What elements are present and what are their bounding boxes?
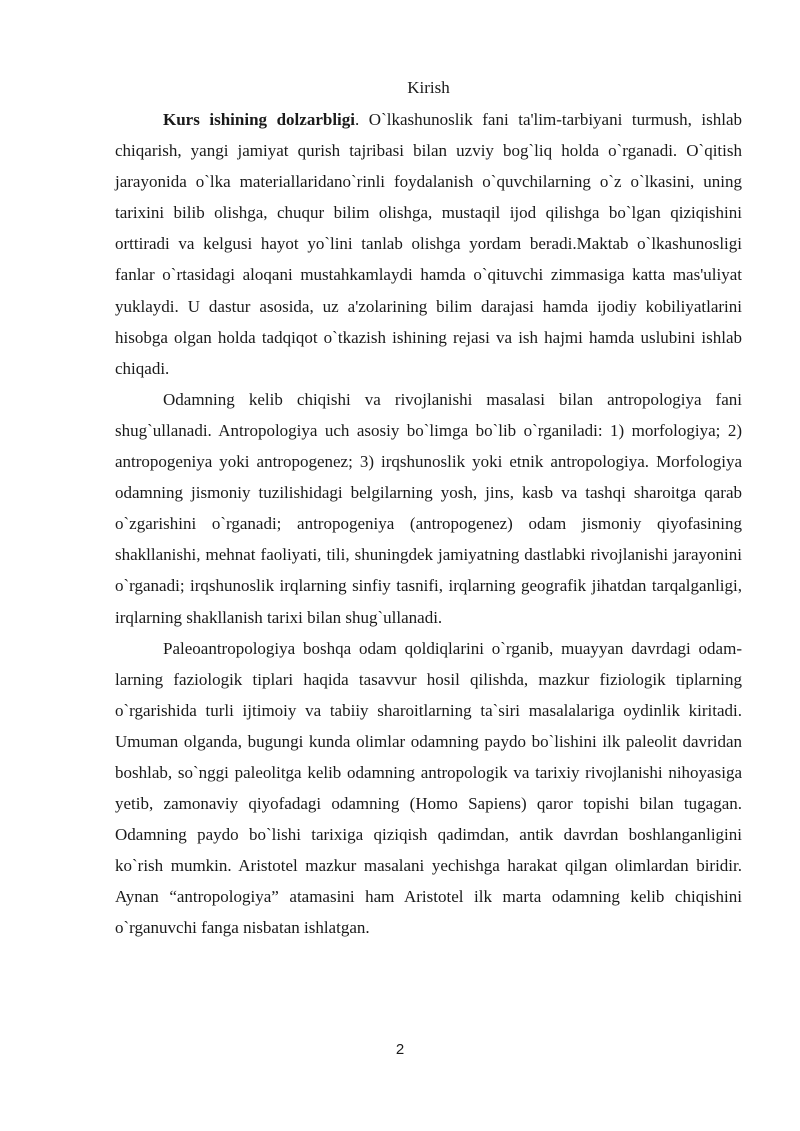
paragraph-text: . O`lkashunoslik fani ta'lim-tarbiyani turmush, ishlab chiqarish, yangi jamiyat qurish tajribasi bilan uzviy bog`liq holda o`rganadi. O`qitish jarayonida o`lka materiallaridano`rinli foydalanish o`quvchilarning o`z o`lkasini, uning tarixini bilib olishga, chuqur bilim olishga, mustaqil ijod qilishga bo`lgan qiziqishini orttiradi va kelgusi hayot yo`lini tanlab olishga yordam beradi.Maktab o`lkashunosligi fanlar o`rtasidagi aloqani mustahkamlaydi hamda o`qituvchi zimmasiga katta mas'uliyat yuklaydi. U dastur asosida, uz a'zolarining bilim darajasi hamda ijodiy kobiliyatlarini hisobga olgan holda tadqiqot o`tkazish ishining rejasi va ish hajmi hamda uslubini ishlab chiqadi.	[115, 110, 742, 378]
paragraph-paleoanthropology	[115, 633, 742, 944]
section-heading: Kirish	[407, 78, 450, 97]
paragraph-lead-bold: Kurs ishining dolzarbligi	[163, 110, 355, 129]
paragraph-text: Odamning kelib chiqishi va rivojlanishi masalasi bilan antropologiya fani shug`ullanadi. Antropologiya uch asosiy bo`limga bo`lib o`rganiladi: 1) morfologiya; 2) antropogeniya yoki antropogenez; 3) irqshunoslik yoki etnik antropologiya. Morfologiya odamning jismoniy tuzilishidagi belgilarning yosh, jins, kasb va tashqi sharoitga qarab o`zgarishini o`rganadi; antropogeniya (antropogenez) odam jismoniy qiyofasining shakllanishi, mehnat faoliyati, tili, shuningdek jamiyatning dastlabki rivojlanishi jarayonini o`rganadi; irqshunoslik irqlarning sinfiy tasnifi, irqlarning geografik jihatdan tarqalganligi, irqlarning shakllanish tarixi bilan shug`ullanadi.	[115, 389, 742, 627]
page-number: 2	[395, 1041, 405, 1058]
document-page	[115, 72, 742, 944]
paragraph-text: Paleoantropologiya boshqa odam qoldiqlarini o`rganib, muayyan davrdagi odam-larning faziologik tiplari haqida tasavvur hosil qilishda, mazkur fiziologik tiplarning o`rgarishida turli ijtimoiy va tabiiy sharoitlarning ta`siri masalalariga oydinlik kiritadi. Umuman olganda, bugungi kunda olimlar odamning paydo bo`lishini ilk paleolit davridan boshlab, so`nggi paleolitga kelib odamning antropologik va tarixiy rivojlanishi nihoyasiga yetib, zamonaviy qiyofadagi odamning (Homo Sapiens) qaror topishi bilan tugagan. Odamning paydo bo`lishi tarixiga qiziqish qadimdan, antik davrdan boshlanganligini ko`rish mumkin. Aristotel mazkur masalani yechishga harakat qilgan olimlardan biridir. Aynan “antropologiya” atamasini ham Aristotel ilk marta odamning kelib chiqishini o`rganuvchi fanga nisbatan ishlatgan.	[115, 638, 742, 938]
paragraph-anthropology	[115, 384, 742, 633]
paragraph-relevance	[115, 104, 742, 384]
